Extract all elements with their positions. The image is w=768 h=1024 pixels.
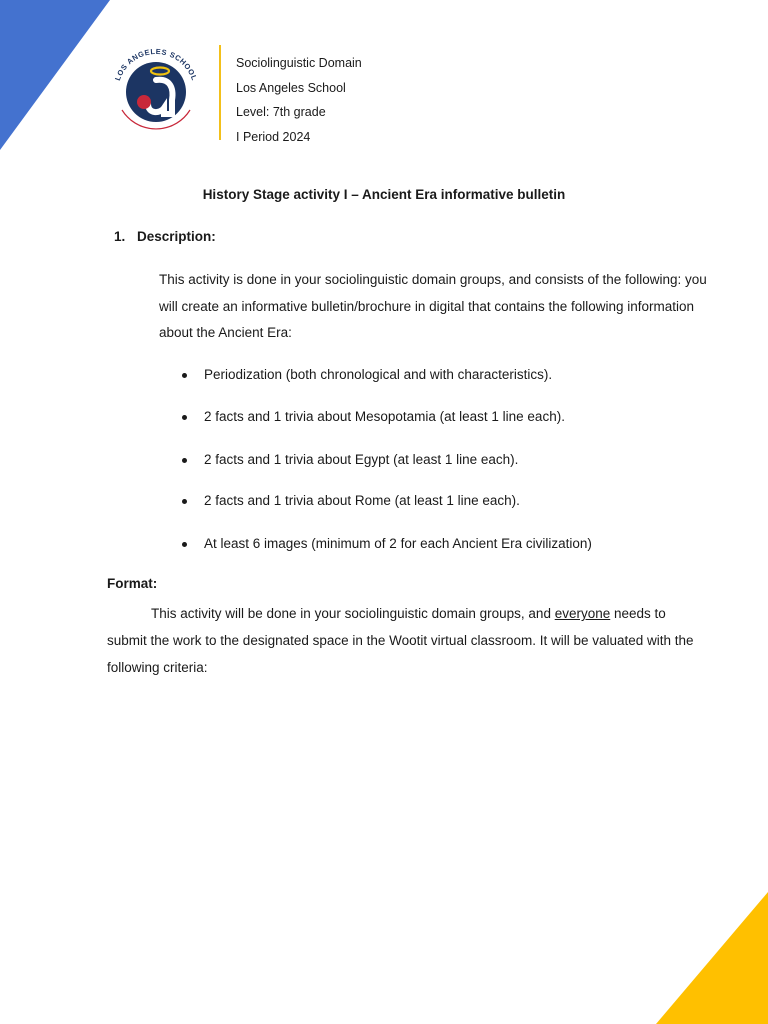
paragraph-line: will create an informative bulletin/brochure in digital that contains the following information: [159, 298, 695, 314]
bullet-icon: [182, 458, 187, 463]
paragraph-line: about the Ancient Era:: [159, 325, 292, 340]
logo-ring-text: LOS ANGELES SCHOOL: [112, 46, 200, 82]
format-line: submit the work to the designated space in the Wootit virtual classroom. It will be valuated with the: [107, 633, 694, 648]
format-paragraph: [107, 600, 694, 681]
paragraph-line: This activity is done in your sociolinguistic domain groups, and consists of the following: you: [159, 272, 707, 287]
section-number: 1.: [114, 229, 126, 244]
header-domain: Sociolinguistic Domain: [236, 56, 362, 70]
bullet-icon: [182, 499, 187, 504]
header-level: Level: 7th grade: [236, 105, 326, 119]
section-heading-text: Description:: [137, 229, 216, 244]
underlined-word: everyone: [554, 606, 611, 621]
description-heading: [114, 229, 216, 244]
header-school: Los Angeles School: [236, 80, 346, 95]
bullet-icon: [182, 542, 187, 547]
bullet-icon: [182, 415, 187, 420]
yellow-corner-decoration: [656, 892, 768, 1024]
document-title: History Stage activity I – Ancient Era informative bulletin: [202, 187, 566, 202]
blue-corner-decoration: [0, 0, 110, 150]
document-header: [236, 51, 362, 149]
logo-red-dot-icon: [137, 95, 151, 109]
bullet-icon: [182, 373, 187, 378]
format-line: following criteria:: [107, 660, 208, 675]
description-paragraph: [159, 267, 707, 347]
school-logo: [108, 40, 204, 136]
header-divider: [219, 45, 221, 140]
format-heading: Format:: [107, 576, 158, 591]
format-line: This activity will be done in your sociolinguistic domain groups, and everyone needs to: [151, 606, 666, 621]
header-period: I Period 2024: [236, 129, 311, 144]
